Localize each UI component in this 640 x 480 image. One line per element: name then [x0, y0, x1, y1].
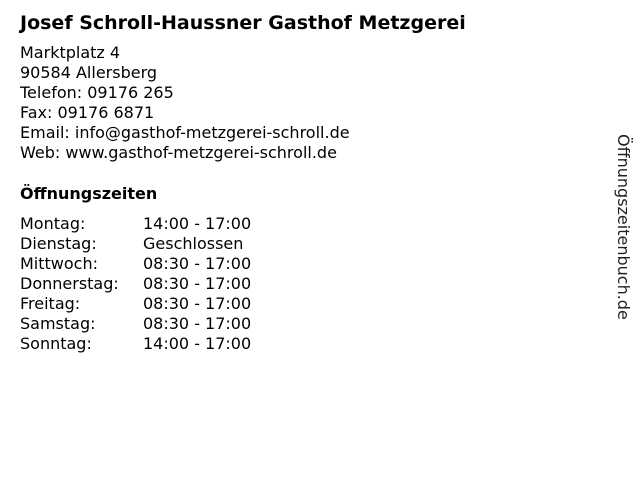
day-label: Samstag:: [20, 314, 96, 333]
fax-number: Fax: 09176 6871: [20, 103, 155, 122]
time-value: 14:00 - 17:00: [143, 214, 252, 233]
business-card: [20, 10, 600, 354]
day-label: Freitag:: [20, 294, 81, 313]
contact-block: [20, 43, 600, 163]
city-address: 90584 Allersberg: [20, 63, 158, 82]
hours-row: [20, 314, 251, 334]
day-label: Donnerstag:: [20, 274, 119, 293]
hours-row: [20, 234, 251, 254]
website: Web: www.gasthof-metzgerei-schroll.de: [20, 143, 337, 162]
street-address: Marktplatz 4: [20, 43, 121, 62]
day-label: Montag:: [20, 214, 86, 233]
time-value: 08:30 - 17:00: [143, 294, 252, 313]
site-brand-vertical: Öffnungszeitenbuch.de: [614, 134, 633, 320]
business-name: Josef Schroll-Haussner Gasthof Metzgerei: [20, 12, 466, 34]
hours-heading: Öffnungszeiten: [20, 184, 158, 203]
time-value: 14:00 - 17:00: [143, 334, 252, 353]
phone-number: Telefon: 09176 265: [20, 83, 174, 102]
time-value: Geschlossen: [143, 234, 244, 253]
time-value: 08:30 - 17:00: [143, 254, 252, 273]
email-address: Email: info@gasthof-metzgerei-schroll.de: [20, 123, 350, 142]
day-label: Dienstag:: [20, 234, 97, 253]
hours-row: [20, 334, 251, 354]
day-label: Sonntag:: [20, 334, 92, 353]
day-label: Mittwoch:: [20, 254, 98, 273]
hours-row: [20, 214, 251, 234]
hours-row: [20, 254, 251, 274]
hours-row: [20, 274, 251, 294]
time-value: 08:30 - 17:00: [143, 314, 252, 333]
hours-table: [20, 214, 251, 354]
time-value: 08:30 - 17:00: [143, 274, 252, 293]
hours-row: [20, 294, 251, 314]
